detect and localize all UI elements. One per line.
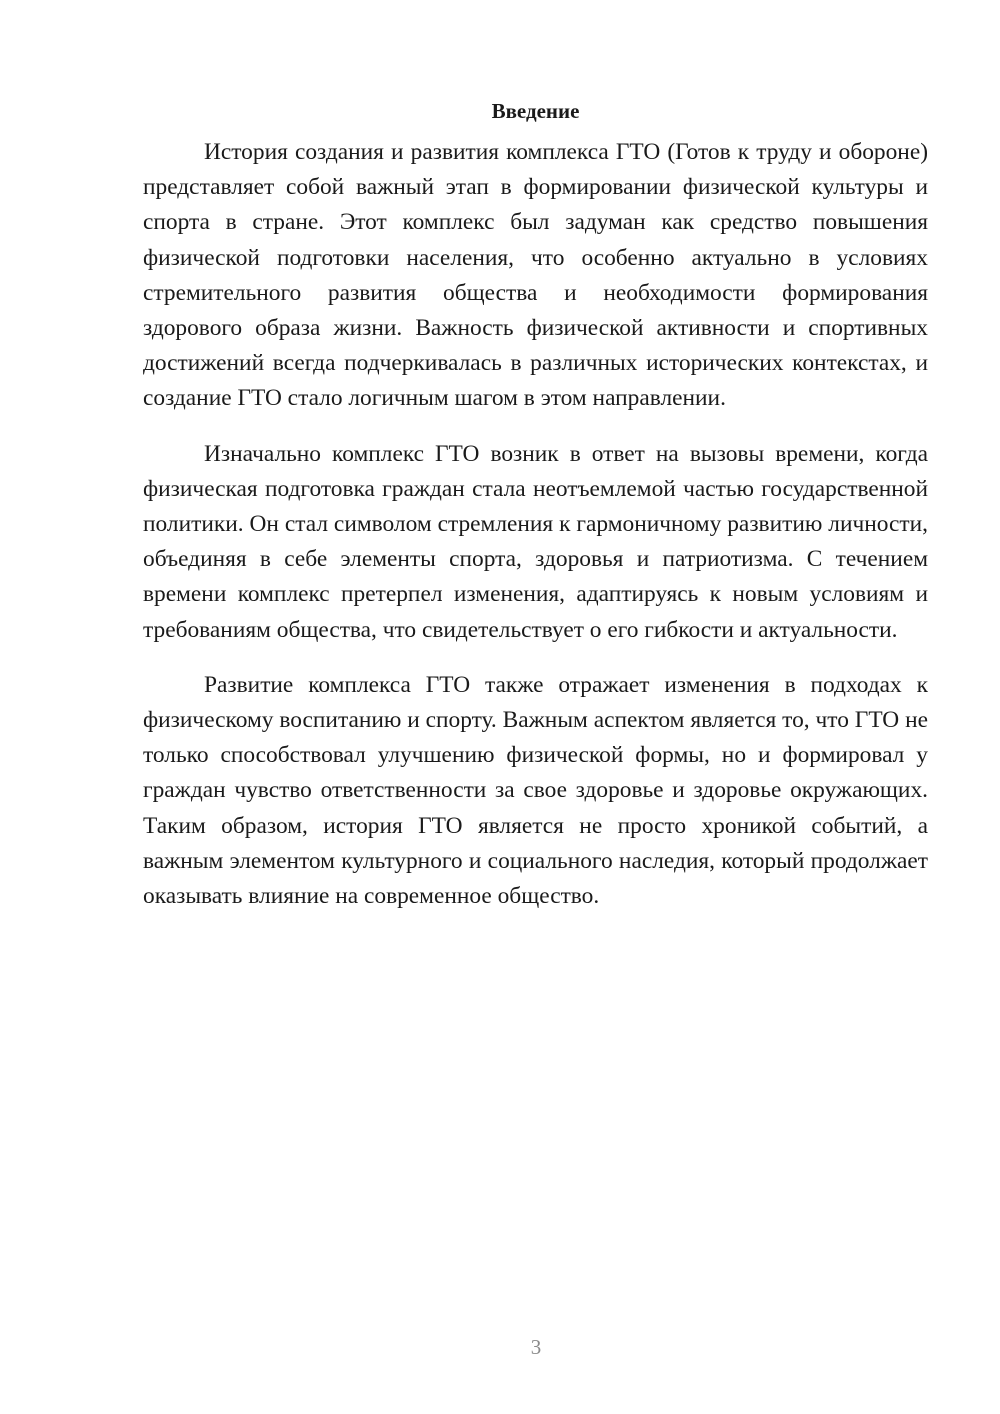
page-number: 3 [530, 1335, 542, 1359]
paragraph-3: Развитие комплекса ГТО также отражает изменения в подходах к физическому воспитанию и спорту. Важным аспектом является то, что ГТО не только способствовал улучшению физической формы, но и формировал у граждан чувство ответственности за свое здоровье и здоровье окружающих. Таким образом, история ГТО является не просто хроникой событий, а важным элементом культурного и социального наследия, который продолжает оказывать влияние на современное общество. [143, 671, 928, 910]
paragraph-2: Изначально комплекс ГТО возник в ответ на вызовы времени, когда физическая подготовка граждан стала неотъемлемой частью государственной политики. Он стал символом стремления к гармоничному развитию личности, объединяя в себе элементы спорта, здоровья и патриотизма. С течением времени комплекс претерпел изменения, адаптируясь к новым условиям и требованиям общества, что свидетельствует о его гибкости и актуальности. [143, 440, 928, 643]
paragraph-1: История создания и развития комплекса ГТО (Готов к труду и обороне) представляет собой важный этап в формировании физической культуры и спорта в стране. Этот комплекс был задуман как средство повышения физической подготовки населения, что особенно актуально в условиях стремительного развития общества и необходимости формирования здорового образа жизни. Важность физической активности и спортивных достижений всегда подчеркивалась в различных исторических контекстах, и создание ГТО стало логичным шагом в этом направлении. [143, 139, 928, 412]
page-content [143, 93, 928, 934]
section-heading: Введение [491, 99, 580, 123]
